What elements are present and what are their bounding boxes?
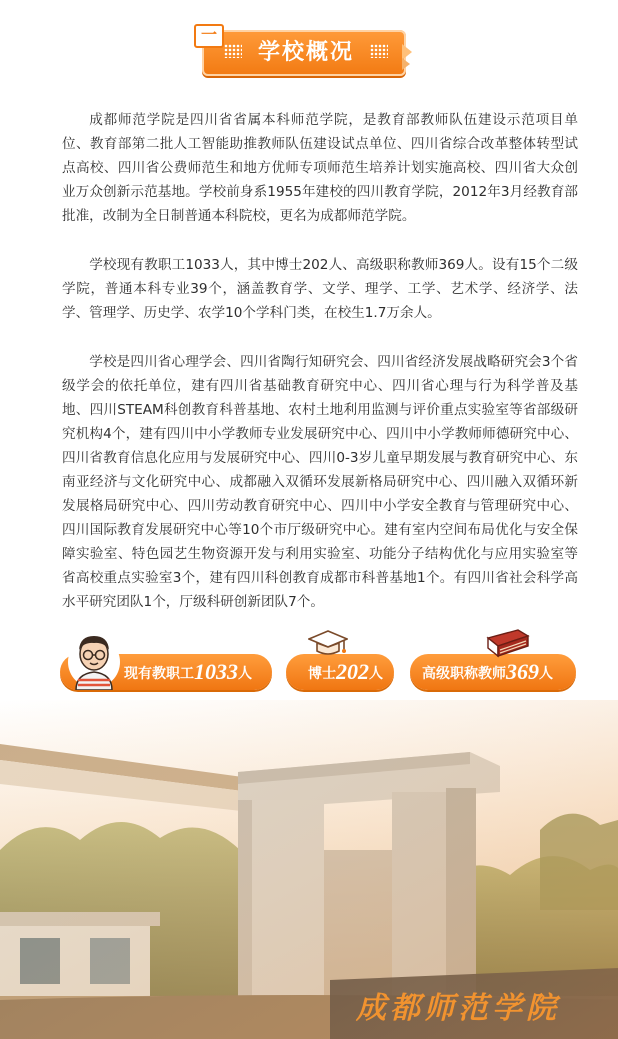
section-banner [194, 24, 412, 78]
section-number: 一 [194, 24, 224, 48]
dots-decoration-icon [224, 44, 242, 58]
book-icon [484, 628, 532, 660]
graduation-cap-icon [308, 628, 348, 658]
paragraph-history: 成都师范学院是四川省省属本科师范学院，是教育部教师队伍建设示范项目单位、教育部第二批人工智能助推教师队伍建设试点单位、四川省综合改革整体转型试点高校、四川省公费师范生和地方优师专项师范生培养计划实施高校、四川省大众创业万众创新示范基地。学校前身系1955年建校的四川教育学院，2012年3月经教育部批准，改制为全日制普通本科院校，更名为成都师范学院。 [62, 112, 578, 224]
stat-label: 博士 [308, 666, 336, 682]
campus-signature: 成都师范学院 [356, 991, 560, 1026]
stats-row [60, 628, 590, 698]
stat-unit: 人 [369, 666, 383, 682]
stat-label: 现有教职工 [124, 666, 194, 682]
stat-unit: 人 [539, 666, 553, 682]
stat-unit: 人 [238, 666, 252, 682]
ribbon-tail-icon [402, 58, 410, 70]
campus-gate-illustration [0, 700, 618, 1039]
stat-phd [286, 654, 394, 690]
section-title: 学校概况 [257, 40, 354, 65]
paragraph-research: 学校是四川省心理学会、四川省陶行知研究会、四川省经济发展战略研究会3个省级学会的依托单位，建有四川省基础教育研究中心、四川省心理与行为科学普及基地、四川STEAM科创教育科普基地、农村土地利用监测与评价重点实验室等省部级研究机构4个，建有四川中小学教师专业发展研究中心、四川中小学教师师德研究中心、四川省教育信息化应用与发展研究中心、四川0-3岁儿童早期发展与教育研究中心、东南亚经济与文化研究中心、成都融入双循环发展新格局研究中心、四川融入双循环新发展格局研究中心、四川劳动教育研究中心、四川中小学安全教育与管理研究中心、四川国际教育发展研究中心等10个市厅级研究中心。建有室内空间布局优化与安全保障实验室、特色园艺生物资源开发与利用实验室、功能分子结构优化与应用实验室等省高校重点实验室3个，建有四川科创教育成都市科普基地1个。有四川省社会科学高水平研究团队1个，厅级科研创新团队7个。 [62, 354, 578, 610]
teacher-avatar-icon [64, 628, 124, 690]
stat-value: 369 [506, 659, 539, 684]
stat-value: 1033 [194, 659, 238, 684]
stat-value: 202 [336, 659, 369, 684]
dots-decoration-icon [370, 44, 388, 58]
stat-label: 高级职称教师 [422, 666, 506, 682]
paragraph-staff: 学校现有教职工1033人，其中博士202人、高级职称教师369人。设有15个二级学院，普通本科专业39个，涵盖教育学、文学、理学、工学、艺术学、经济学、法学、管理学、历史学、农学10个学科门类，在校生1.7万余人。 [62, 257, 578, 321]
intro-text [62, 108, 578, 639]
